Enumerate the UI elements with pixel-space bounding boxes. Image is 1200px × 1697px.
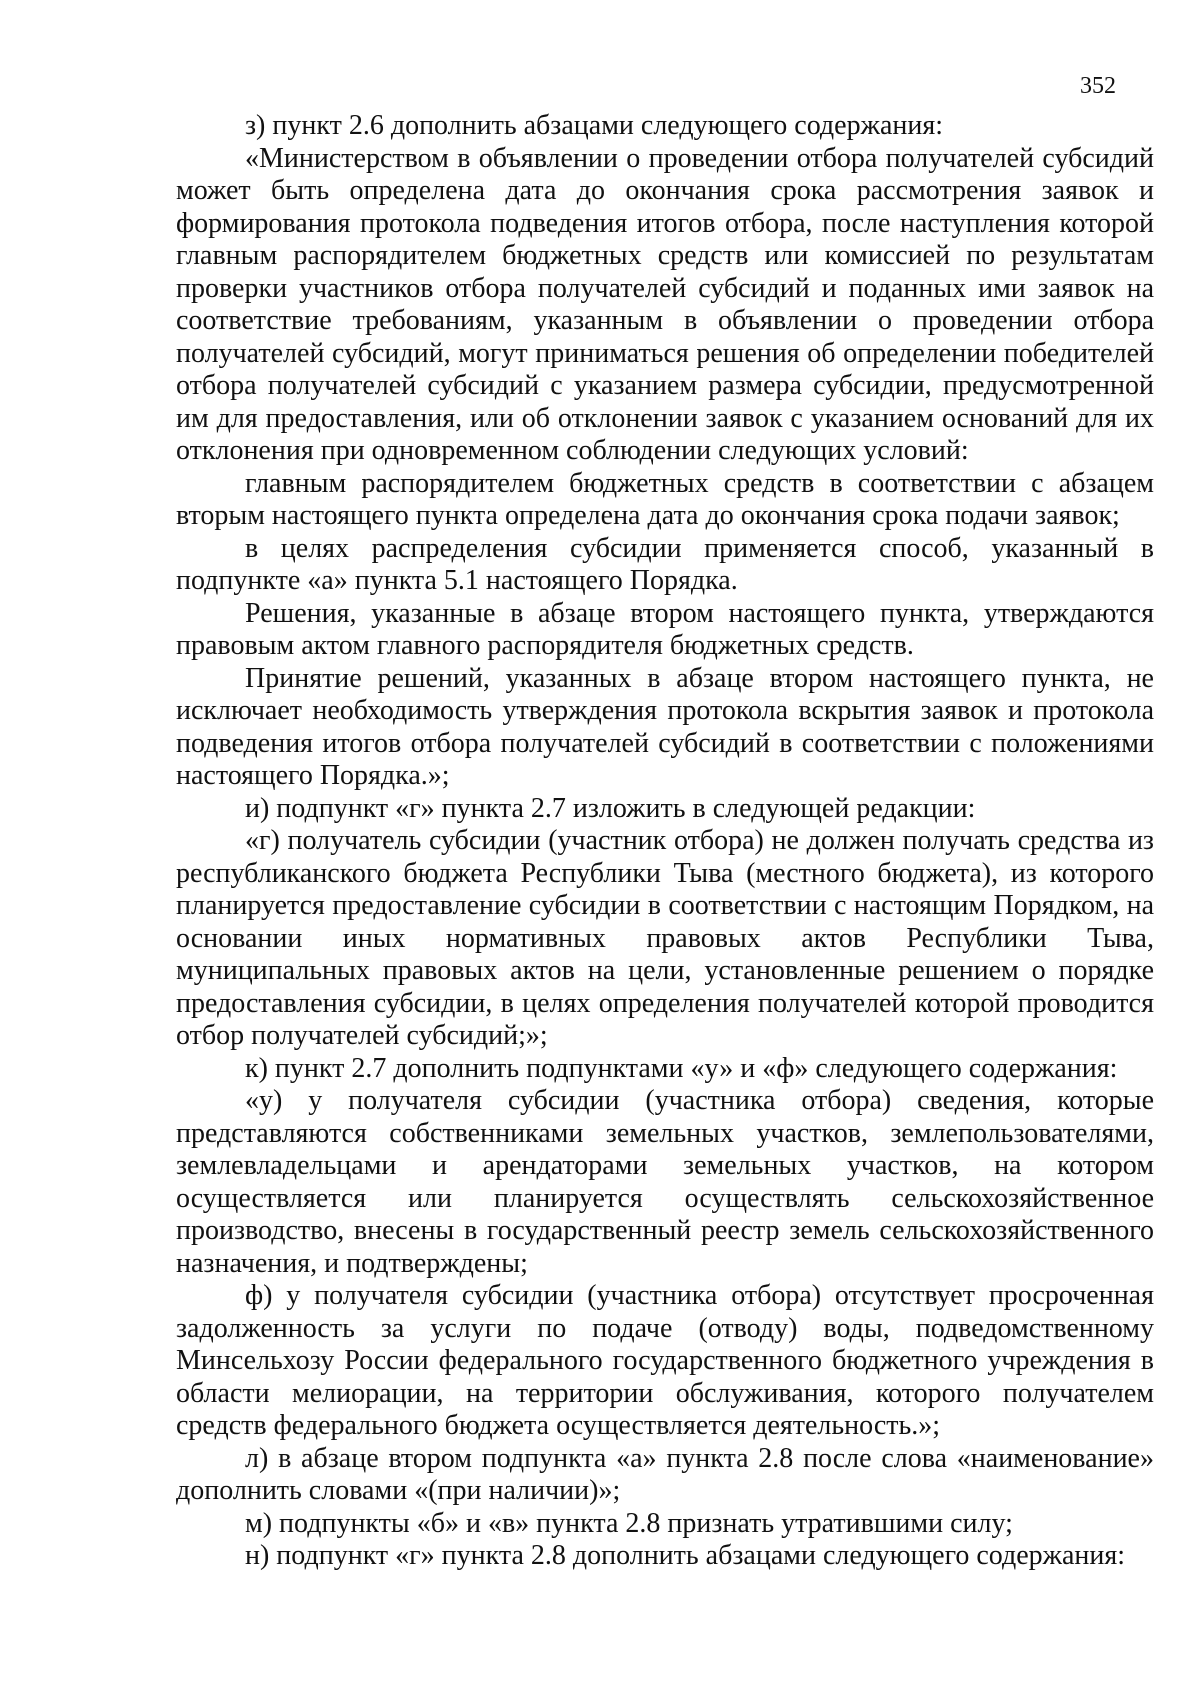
page-number: 352: [1080, 73, 1116, 99]
paragraph-subitem-u: «у) у получателя субсидии (участника отбора) сведения, которые представляются собственниками земельных участков, землепользователями, землевладельцами и арендаторами земельных участков, на котором осуществляется или планируется осуществлять сельскохозяйственное производство, внесены в государственный реестр земель сельскохозяйственного назначения, и подтверждены;: [176, 1085, 1154, 1279]
paragraph-item-z: з) пункт 2.6 дополнить абзацами следующего содержания:: [245, 110, 944, 141]
paragraph-item-k: к) пункт 2.7 дополнить подпунктами «у» и «ф» следующего содержания:: [245, 1052, 1118, 1084]
paragraph-item-i: и) подпункт «г» пункта 2.7 изложить в следующей редакции:: [245, 792, 976, 824]
paragraph-subitem-f: ф) у получателя субсидии (участника отбора) отсутствует просроченная задолженность за услуги по подаче (отводу) воды, подведомственному Минсельхозу России федерального государственного бюджетного учреждения в области мелиорации, на территории обслуживания, которого получателем средств федерального бюджета осуществляется деятельность.»;: [176, 1280, 1154, 1441]
paragraph-condition-date: главным распорядителем бюджетных средств в соответствии с абзацем вторым настоящего пункта определена дата до окончания срока подачи заявок;: [176, 467, 1154, 531]
paragraph-condition-method: в целях распределения субсидии применяется способ, указанный в подпункте «а» пункта 5.1 настоящего Порядка.: [176, 532, 1154, 596]
paragraph-item-n: н) подпункт «г» пункта 2.8 дополнить абзацами следующего содержания:: [245, 1540, 1126, 1571]
document-body: [176, 110, 1154, 1573]
paragraph-subitem-g: «г) получатель субсидии (участник отбора) не должен получать средства из республиканского бюджета Республики Тыва (местного бюджета), из которого планируется предоставление субсидии в соответствии с настоящим Порядком, на основании иных нормативных правовых актов Республики Тыва, муниципальных правовых актов на цели, установленные решением о порядке предоставления субсидии, в целях определения получателей которой проводится отбор получателей субсидий;»;: [176, 825, 1154, 1051]
paragraph-item-l: л) в абзаце втором подпункта «а» пункта 2.8 после слова «наименование» дополнить словами «(при наличии)»;: [176, 1442, 1154, 1506]
paragraph-decisions-approval: Решения, указанные в абзаце втором настоящего пункта, утверждаются правовым актом главного распорядителя бюджетных средств.: [176, 597, 1154, 661]
paragraph-item-m: м) подпункты «б» и «в» пункта 2.8 признать утратившими силу;: [245, 1507, 1013, 1539]
paragraph-ministry-announcement: «Министерством в объявлении о проведении отбора получателей субсидий может быть определена дата до окончания срока рассмотрения заявок и формирования протокола подведения итогов отбора, после наступления которой главным распорядителем бюджетных средств или комиссией по результатам проверки участников отбора получателей субсидий и поданных ими заявок на соответствие требованиям, указанным в объявлении о проведении отбора получателей субсидий, могут приниматься решения об определении победителей отбора получателей субсидий с указанием размера субсидии, предусмотренной им для предоставления, или об отклонении заявок с указанием оснований для их отклонения при одновременном соблюдении следующих условий:: [176, 142, 1154, 466]
paragraph-decisions-protocol: Принятие решений, указанных в абзаце втором настоящего пункта, не исключает необходимость утверждения протокола вскрытия заявок и протокола подведения итогов отбора получателей субсидий в соответствии с положениями настоящего Порядка.»;: [176, 662, 1154, 791]
